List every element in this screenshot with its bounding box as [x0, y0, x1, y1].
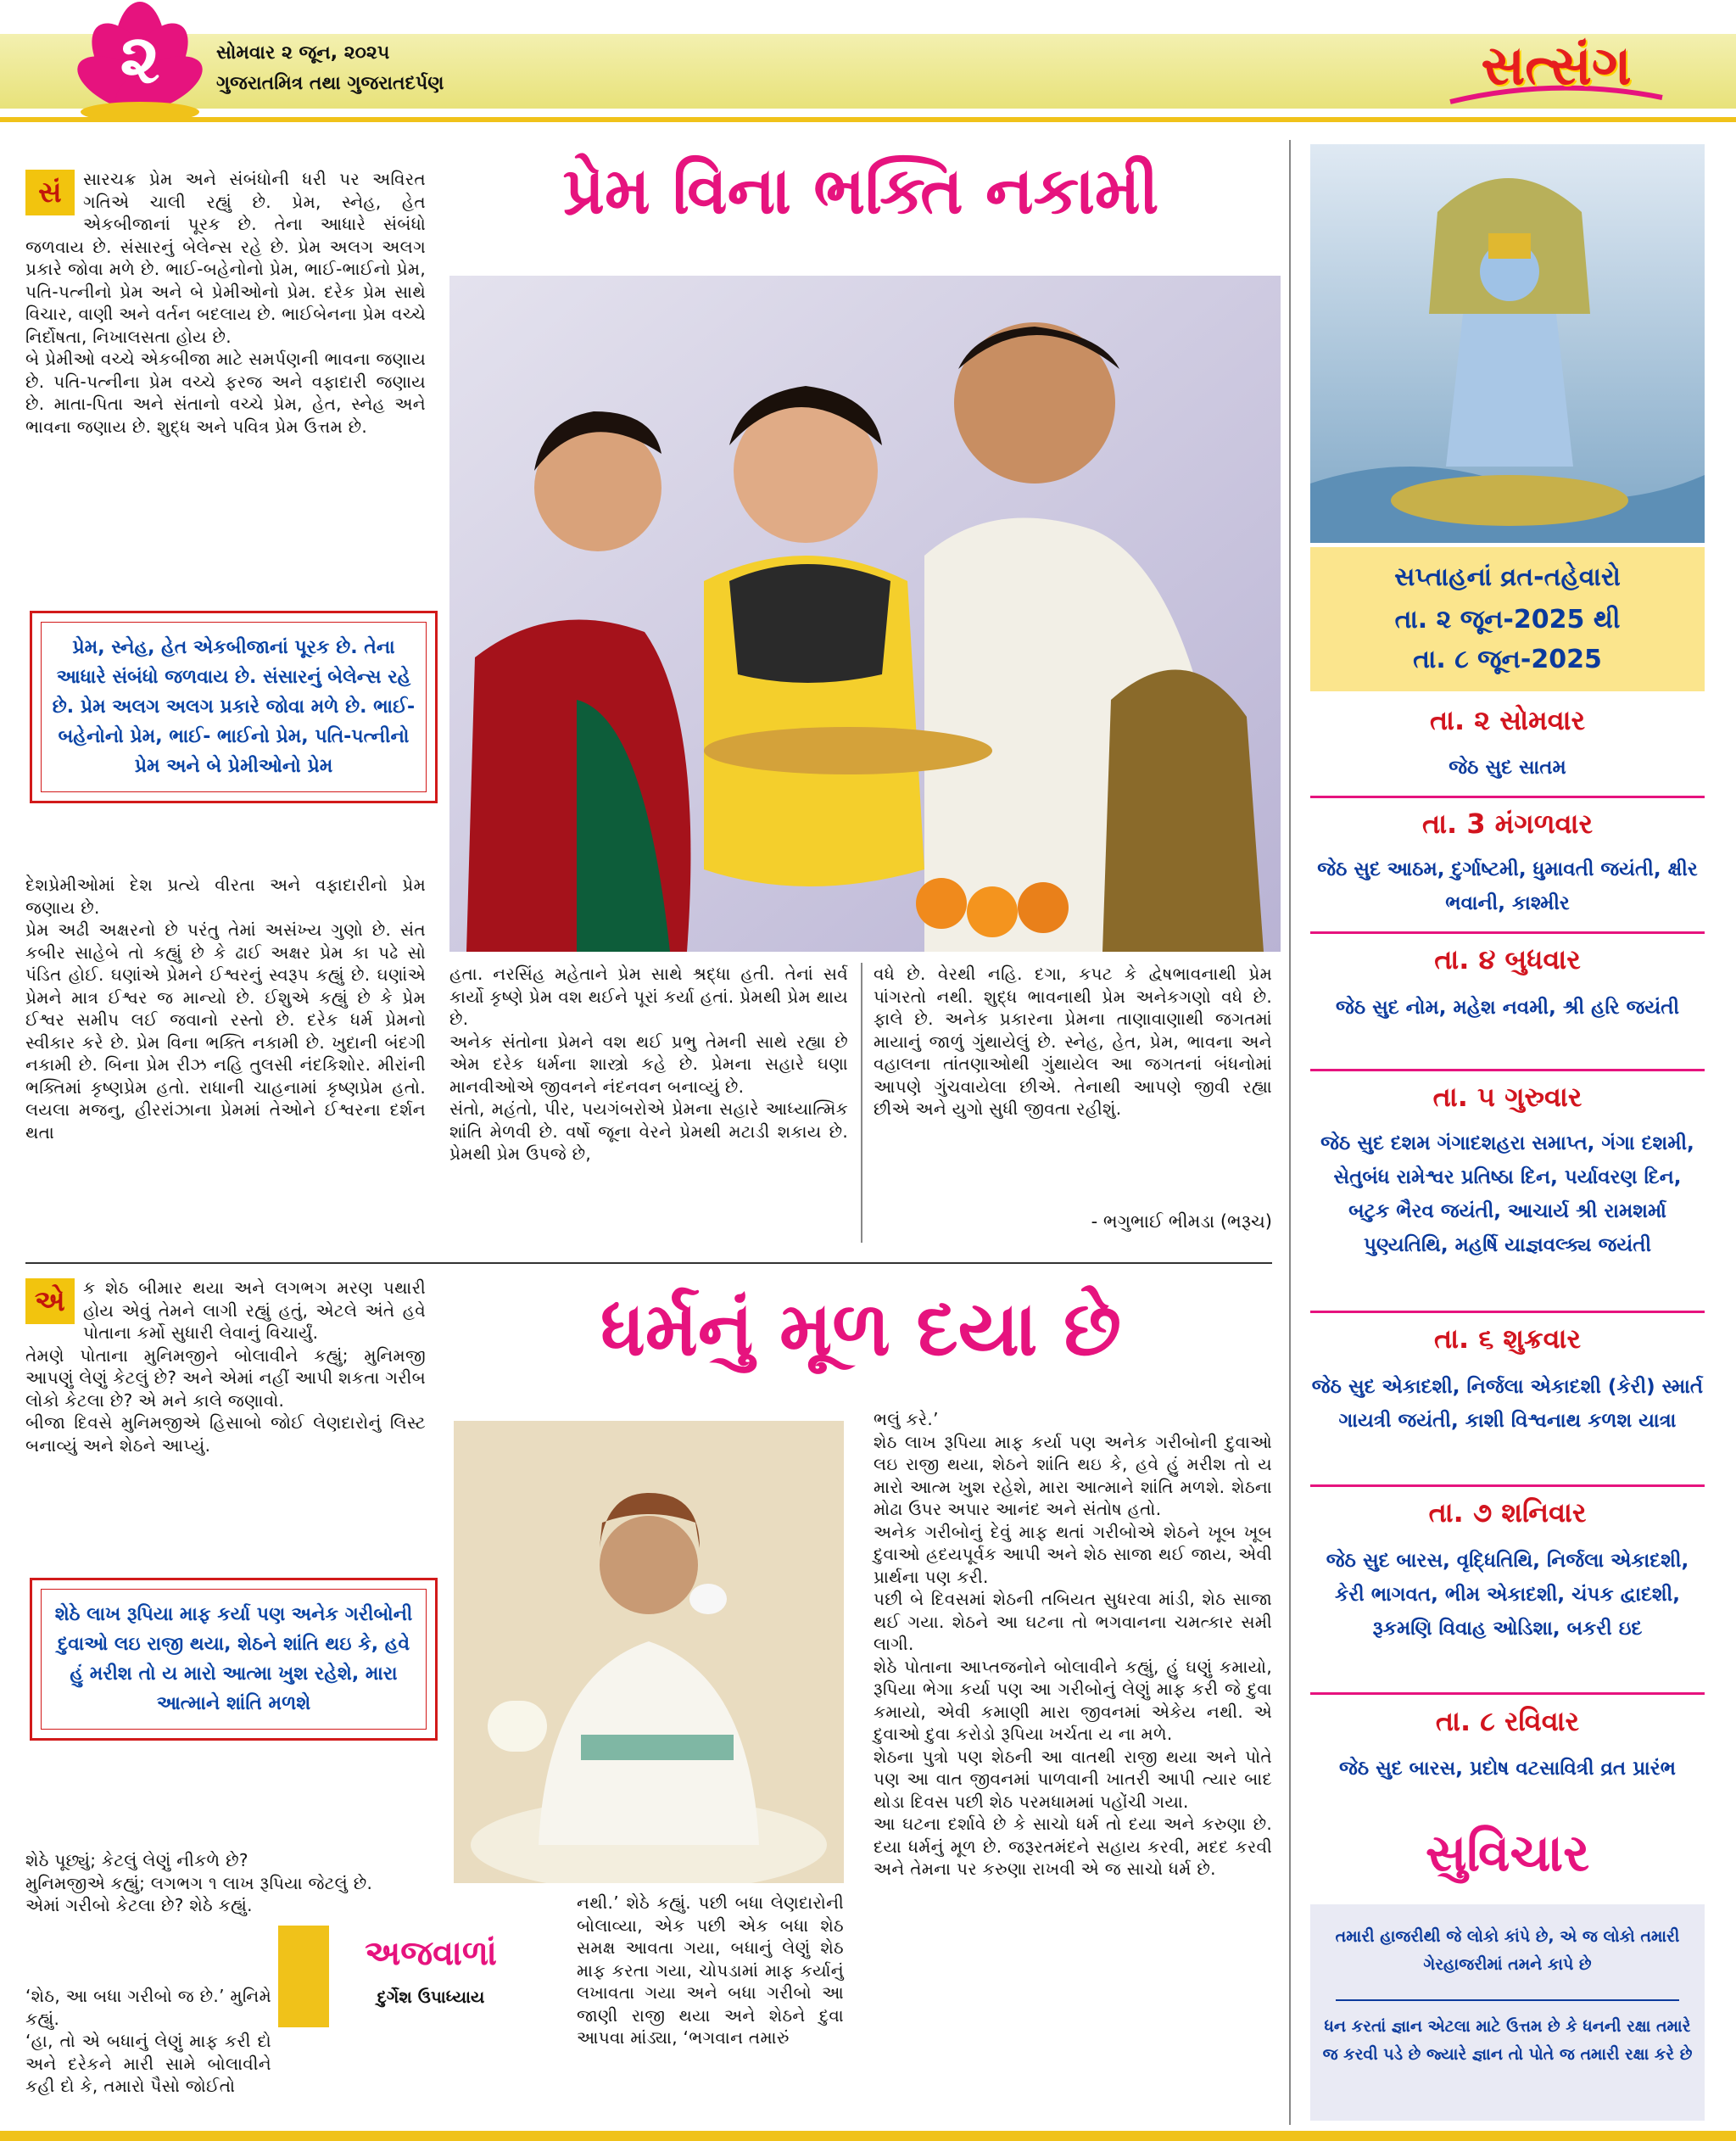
article2-col3: [874, 1408, 1272, 2129]
suvichar-title: સુવિચાર: [1425, 1824, 1590, 1883]
column-badge: [278, 1926, 533, 2027]
article2-p6: એમાં ગરીબો કેટલા છે? શેઠે કહ્યું.: [25, 1895, 253, 1915]
day-2-heading: તા. ૨ સોમવાર: [1429, 704, 1586, 736]
article1-pullquote: [30, 611, 438, 803]
article1-p3: દેશપ્રેમીઓમાં દેશ પ્રત્યે વીરતા અને વફાદારીનો પ્રેમ જણાય છે.: [25, 875, 426, 918]
day-6-events: જેઠ સુદ એકાદશી, નિર્જલા એકાદશી (કેરી) સ્માર્ત ગાયત્રી જયંતી, કાશી વિશ્વનાથ કળશ યાત્રા: [1311, 1376, 1704, 1432]
article2-col3e: શેઠે પોતાના આપ્તજનોને બોલાવીને કહ્યું, હું ઘણું કમાયો, રૂપિયા ભેગા કર્યા પણ આ ગરીબોનું લેણું માફ કરી જે દુવા કમાયો, એવી કમાણી મારા જીવનમાં એકેય નથી. એ દુવાઓ દુવા કરોડો રૂપિયા ખર્ચતા ય ના મળે.: [874, 1656, 1272, 1744]
day-separator: [1310, 1311, 1705, 1313]
day-separator: [1310, 1692, 1705, 1695]
article2-col3f: શેઠના પુત્રો પણ શેઠની આ વાતથી રાજી થયા અને પોતે પણ આ વાત જીવનમાં પાળવાની ખાતરી આપી ત્યાર બાદ થોડા દિવસ પછી શેઠ પરમધામમાં પહોંચી ગયા.: [874, 1746, 1272, 1812]
day-separator: [1310, 796, 1705, 798]
article1-dropcap: સં: [25, 170, 75, 215]
footer-bar: [0, 2131, 1736, 2141]
article2-p1: ક શેઠ બીમાર થયા અને લગભગ મરણ પથારી હોય એવું તેમને લાગી રહ્યું હતું, એટલે અંતે હવે પોતાના કર્મો સુધારી લેવાનું વિચાર્યું.: [83, 1277, 426, 1343]
article1-col2: [449, 963, 848, 1243]
masthead-rule: [0, 117, 1736, 122]
article2-col3g: આ ઘટના દર્શાવે છે કે સાચો ધર્મ તો દયા અને કરુણા છે. દયા ધર્મનું મૂળ છે. જરૂરતમંદને સહાય કરવી, મદદ કરવી અને તેમના પર કરુણા રાખવી એ જ સાચો ધર્મ છે.: [874, 1814, 1272, 1879]
vrat-title: સપ્તાહનાં વ્રત-તહેવારો: [1394, 562, 1621, 592]
day-separator: [1310, 1484, 1705, 1487]
article1-pullquote-text: પ્રેમ, સ્નેહ, હેત એકબીજાનાં પૂરક છે. તેના આધારે સંબંધો જળવાય છે. સંસારનું બેલેન્સ રહે છે. પ્રેમ અલગ અલગ પ્રકારે જોવા મળે છે. ભાઈ-બહેનોનો પ્રેમ, ભાઈ- ભાઈનો પ્રેમ, પતિ-પત્નીનો પ્રેમ અને બે પ્રેમીઓનો પ્રેમ: [41, 622, 427, 792]
vrat-range-start: તા. ૨ જૂન-2025 થી: [1394, 605, 1621, 634]
article2-p4: શેઠે પૂછ્યું; કેટલું લેણું નીકળે છે?: [25, 1850, 248, 1870]
article1-col3a: વધે છે. વેરથી નહિ. દગા, કપટ કે દ્વેષભાવનાથી પ્રેમ પાંગરતો નથી. શુદ્ધ ભાવનાથી પ્રેમ અનેકગણો વધે છે. ફાલે છે. અનેક પ્રકારના પ્રેમના તાણાવાણાથી જગતમાં માયાનું જાળું ગુંથાયેલું છે. સ્નેહ, હેત, પ્રેમ, ભાવના અને વહાલના તાંતણાઓથી ગુંથાયેલ આ જગતનાં બંધનોમાં આપણે ગુંચવાયેલા છીએ. તેનાથી આપણે જીવી રહ્યા છીએ અને યુગો સુધી જીવતા રહીશું.: [874, 964, 1272, 1119]
day-4-heading: તા. ૪ બુધવાર: [1434, 943, 1581, 975]
day-7-events: જેઠ સુદ બારસ, વૃદ્ધિતિથિ, નિર્જલા એકાદશી, કેરી ભાગવત, ભીમ એકાદશી, ચંપક દ્વાદશી, રૂકમણિ વિવાહ ઓડિશા, બકરી ઇદ: [1326, 1550, 1689, 1640]
article2-pullquote: [30, 1578, 438, 1741]
column-name: અજવાળાં: [365, 1934, 497, 1973]
article2-pullquote-text: શેઠે લાખ રૂપિયા માફ કર્યા પણ અનેક ગરીબોની દુવાઓ લઇ રાજી થયા, શેઠને શાંતિ થઇ કે, હવે હું મરીશ તો ય મારો આત્મા ખુશ રહેશે, મારા આત્માને શાંતિ મળશે: [41, 1589, 427, 1730]
day-5-heading: તા. ૫ ગુરુવાર: [1432, 1081, 1582, 1113]
article1-p1: સારચક્ર પ્રેમ અને સંબંધોની ધરી પર અવિરત ગતિએ ચાલી રહ્યું છે. પ્રેમ, સ્નેહ, હેત એકબીજાનાં પૂરક છે. તેના આધારે સંબંધો જળવાય છે. સંસારનું બેલેન્સ રહે છે. પ્રેમ અલગ અલગ પ્રકારે જોવા મળે છે. ભાઈ-બહેનોનો પ્રેમ, ભાઈ-ભાઈનો પ્રેમ, પતિ-પત્નીનો પ્રેમ અને બે પ્રેમીઓનો પ્રેમ. દરેક પ્રેમ સાથે વિચાર, વાણી અને વર્તન બદલાય છે. ભાઈબેનના પ્રેમ વચ્ચે નિર્દોષતા, નિખાલસતા હોય છે.: [25, 169, 426, 347]
suvichar-quote-2: ધન કરતાં જ્ઞાન એટલા માટે ઉત્તમ છે કે ધનની રક્ષા તમારે જ કરવી પડે છે જ્યારે જ્ઞાન તો પોતે જ તમારી રક્ષા કરે છે: [1322, 2017, 1693, 2064]
article2-title: ધર્મનું મૂળ દયા છે: [600, 1285, 1121, 1372]
family-puja-photo: [449, 276, 1281, 952]
sidebar-divider: [1289, 140, 1291, 2125]
article2-p8: ‘હા, તો એ બધાનું લેણું માફ કરી દો અને દરેકને મારી સામે બોલાવીને કહી દો કે, તમારો પૈસો જોઈતો: [25, 2031, 271, 2096]
article1-p4: પ્રેમ અઢી અક્ષરનો છે પરંતુ તેમાં અસંખ્ય ગુણો છે. સંત કબીર સાહેબે તો કહ્યું છે કે ઢાઈ અક્ષર પ્રેમ કા પઢે સો પંડિત હોઈ. ઘણાંએ પ્રેમને ઈશ્વરનું સ્વરૂપ કહ્યું છે. ઘણાંએ પ્રેમને માત્ર ઈશ્વર જ માન્યો છે. ઈશુએ કહ્યું છે કે પ્રેમ ઈશ્વર સમીપ લઈ જવાનો રસ્તો છે. દરેક ધર્મ પ્રેમનો સ્વીકાર કરે છે. પ્રેમ વિના ભક્તિ નકામી છે. ખુદાની બંદગી નકામી છે. બિના પ્રેમ રીઝ નહિ તુલસી નંદકિશોર. મીરાંની ભક્તિમાં કૃષ્ણપ્રેમ હતો. રાધાની ચાહનામાં કૃષ્ણપ્રેમ હતો. લયલા મજનુ, હીરરાંઝાના પ્રેમમાં તેઓને ઈશ્વરના દર્શન થતા: [25, 920, 426, 1143]
column-badge-bar: [278, 1926, 329, 2027]
day-8-events: જેઠ સુદ બારસ, પ્રદોષ વટસાવિત્રી વ્રત પ્રારંભ: [1338, 1758, 1677, 1780]
article2-col3b: શેઠ લાખ રૂપિયા માફ કર્યા પણ અનેક ગરીબોની દુવાઓ લઇ રાજી થયા, શેઠને શાંતિ થઇ કે, હવે હું મરીશ તો ય મારો આત્મ ખુશ રહેશે, મારા આત્માને શાંતિ મળશે. શેઠના મોઢા ઉપર અપાર આનંદ અને સંતોષ હતો.: [874, 1431, 1272, 1519]
article-separator: [25, 1262, 1272, 1264]
satsang-logo: સત્સંગ: [1481, 34, 1632, 98]
article1-author: - ભગુભાઈ ભીમડા (ભરૂચ): [1091, 1211, 1272, 1232]
day-5-events: જેઠ સુદ દશમ ગંગાદશહરા સમાપ્ત, ગંગા દશમી, સેતુબંધ રામેશ્વર પ્રતિષ્ઠા દિન, પર્યાવરણ દિન, બટુક ભૈરવ જયંતી, આચાર્ય શ્રી રામશર્મા પુણ્યતિથિ, મહર્ષિ યાજ્ઞવલ્ક્ય જયંતી: [1320, 1132, 1694, 1256]
article2-col3a: ભલું કરે.’: [874, 1409, 939, 1429]
article2-p5: મુનિમજીએ કહ્યું; લગભગ ૧ લાખ રૂપિયા જેટલું છે.: [25, 1872, 373, 1893]
article1-col1-bottom: [25, 874, 426, 1238]
article1-col1-top: [25, 168, 426, 592]
article1-col3: [874, 963, 1272, 1209]
article1-title: પ્રેમ વિના ભક્તિ નકામી: [562, 153, 1159, 228]
day-6-heading: તા. ૬ શુક્રવાર: [1434, 1322, 1581, 1355]
issue-date: સોમવાર ૨ જૂન, ૨૦૨૫: [216, 42, 390, 64]
vishnu-image: [1310, 144, 1705, 543]
column-divider: [861, 963, 862, 1243]
column-author: દુર્ગેશ ઉપાધ્યાય: [377, 1987, 485, 2007]
article2-col3d: પછી બે દિવસમાં શેઠની તબિયત સુધરવા માંડી, શેઠ સાજા થઈ ગયા. શેઠને આ ઘટના તો ભગવાનના ચમત્કાર સમી લાગી.: [874, 1589, 1272, 1654]
article2-dropcap: એ: [25, 1278, 75, 1324]
article2-col1-top: [25, 1277, 426, 1548]
article1-col2a: હતા. નરસિંહ મહેતાને પ્રેમ સાથે શ્રદ્ધા હતી. તેનાં સર્વ કાર્યો કૃષ્ણે પ્રેમ વશ થઈને પૂરાં કર્યા હતાં. પ્રેમથી પ્રેમ થાય છે.: [449, 964, 848, 1029]
day-7-heading: તા. ૭ શનિવાર: [1428, 1496, 1587, 1529]
suvichar-divider: [1336, 1999, 1679, 2001]
suvichar-quote-1: તમારી હાજરીથી જે લોકો કાંપે છે, એ જ લોકો તમારી ગેરહાજરીમાં તમને કાપે છે: [1335, 1927, 1680, 1974]
article2-col2: [577, 1892, 844, 2129]
article2-col2-text: નથી.’ શેઠે કહ્યું. પછી બધા લેણદારોની બોલાવ્યા, એક પછી એક બધા શેઠ સમક્ષ આવતા ગયા, બધાનું લેણું શેઠ માફ કરતા ગયા, ચોપડામાં માફ કર્યાનું લખાવતા ગયા અને બધા ગરીબો આ જાણી રાજી થયા અને શેઠને દુવા આપવા માંડ્યા, ‘ભગવાન તમારું: [577, 1892, 844, 2048]
article2-p7: ‘શેઠ, આ બધા ગરીબો જ છે.’ મુનિમે કહ્યું.: [25, 1986, 271, 2029]
day-separator: [1310, 931, 1705, 934]
article2-col3c: અનેક ગરીબોનું દેવું માફ થતાં ગરીબોએ શેઠને ખૂબ ખૂબ દુવાઓ હ્રદયપૂર્વક આપી અને શેઠ સાજા થઈ જાય, એવી પ્રાર્થના પણ કરી.: [874, 1521, 1272, 1587]
seth-painting: [454, 1421, 844, 1883]
article1-col2c: સંતો, મહંતો, પીર, પયગંબરોએ પ્રેમના સહારે આધ્યાત્મિક શાંતિ મેળવી છે. વર્ષો જૂના વેરને પ્રેમથી મટાડી શકાય છે. પ્રેમથી પ્રેમ ઉપજે છે,: [449, 1098, 848, 1164]
article2-p2: તેમણે પોતાના મુનિમજીને બોલાવીને કહ્યું; મુનિમજી આપણું લેણું કેટલું છે? અને એમાં નહીં આપી શકતા ગરીબ લોકો કેટલા છે? એ મને કાલે જણાવો.: [25, 1344, 427, 1411]
day-3-heading: તા. 3 મંગળવાર: [1422, 808, 1593, 840]
suvichar-box: [1310, 1904, 1705, 2121]
article1-col2b: અનેક સંતોના પ્રેમને વશ થઈ પ્રભુ તેમની સાથે રહ્યા છે એમ દરેક ધર્મના શાસ્ત્રો કહે છે. પ્રેમના સહારે ઘણા માનવીઓએ જીવનને નંદનવન બનાવ્યું છે.: [449, 1031, 848, 1097]
day-8-heading: તા. ૮ રવિવાર: [1435, 1705, 1580, 1737]
day-separator: [1310, 1069, 1705, 1071]
day-4-events: જેઠ સુદ નોમ, મહેશ નવમી, શ્રી હરિ જયંતી: [1335, 997, 1680, 1019]
paper-names: ગુજરાતમિત્ર તથા ગુજરાતદર્પણ: [216, 73, 444, 94]
article2-col1-narrow: [25, 1985, 271, 2129]
day-2-events: જેઠ સુદ સાતમ: [1449, 757, 1566, 779]
day-3-events: જેઠ સુદ આઠમ, દુર્ગાષ્ટમી, ધુમાવતી જયંતી, ક્ષીર ભવાની, કાશ્મીર: [1317, 858, 1698, 914]
vrat-header-box: [1310, 547, 1705, 691]
article1-p2: બે પ્રેમીઓ વચ્ચે એકબીજા માટે સમર્પણની ભાવના જણાય છે. પતિ-પત્નીના પ્રેમ વચ્ચે ફરજ અને વફાદારી જણાય છે. માતા-પિતા અને સંતાનો વચ્ચે પ્રેમ, હેત, સ્નેહ અને ભાવના જણાય છે. શુદ્ધ અને પવિત્ર પ્રેમ ઉત્તમ છે.: [25, 349, 426, 437]
issue-number: ૨: [120, 20, 160, 98]
article2-p3: બીજા દિવસે મુનિમજીએ હિસાબો જોઈ લેણદારોનું લિસ્ટ બનાવ્યું અને શેઠને આપ્યું.: [25, 1412, 426, 1456]
vrat-range-end: તા. ૮ જૂન-2025: [1413, 645, 1602, 674]
